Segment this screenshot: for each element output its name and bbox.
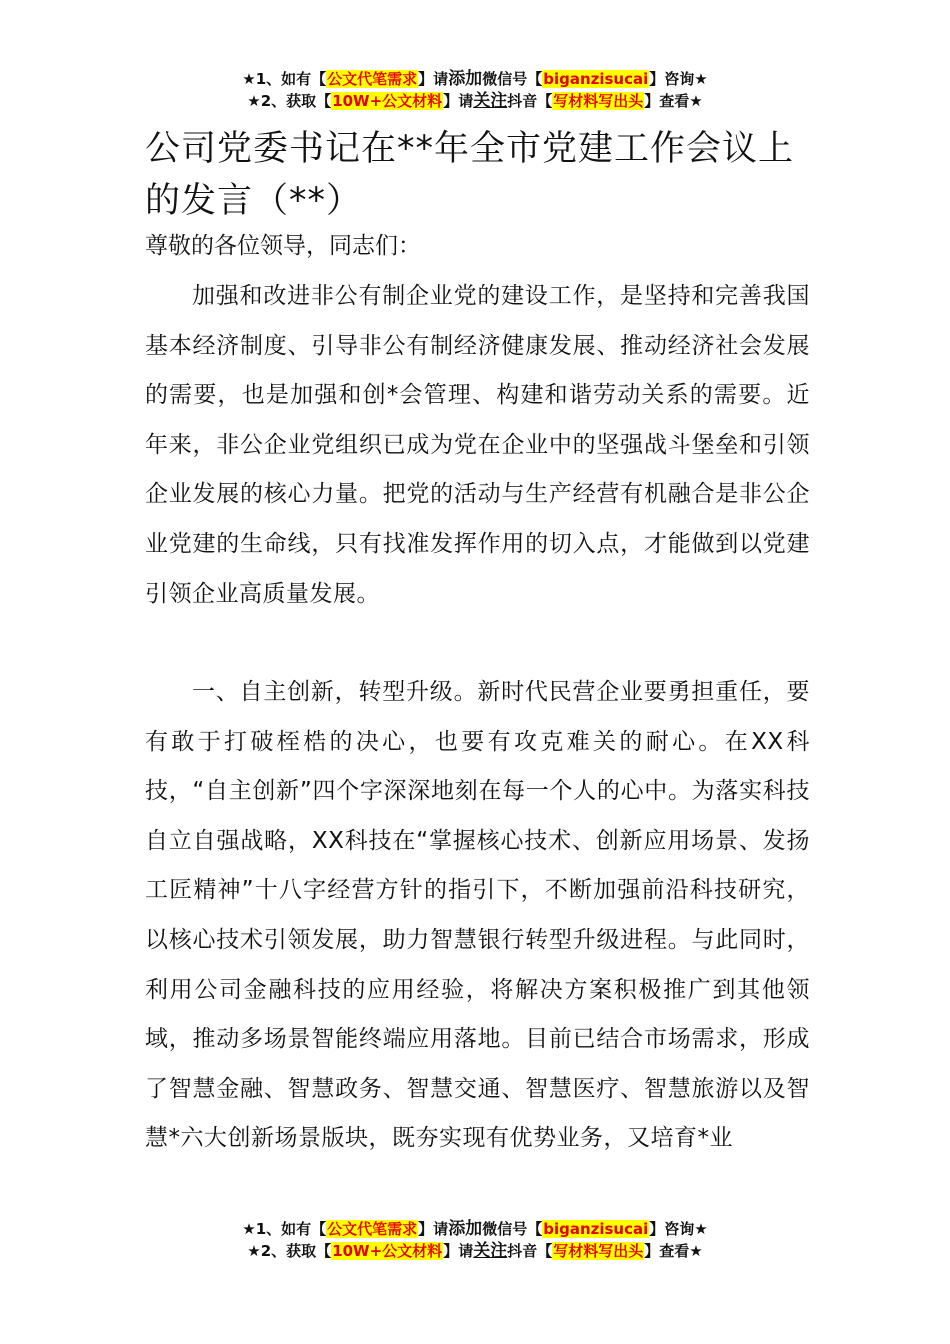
banner-text: ★2、获取【 <box>247 92 332 110</box>
footer-banner <box>0 1218 950 1262</box>
banner-highlight: 10W+公文材料 <box>332 1242 443 1260</box>
banner-text: 】咨询★ <box>649 70 708 88</box>
salutation: 尊敬的各位领导，同志们： <box>145 233 421 259</box>
banner-highlight: 10W+公文材料 <box>332 92 443 110</box>
header-banner-line-1 <box>0 68 950 90</box>
banner-text: 微信号【 <box>482 1220 543 1238</box>
banner-text: ★1、如有【 <box>242 70 327 88</box>
header-banner <box>0 68 950 112</box>
banner-highlight: biganzisucai <box>543 1220 649 1238</box>
banner-text: 抖音【 <box>507 1242 553 1260</box>
banner-emphasis: 关注 <box>473 91 508 111</box>
banner-highlight: 公文代笔需求 <box>327 1220 418 1238</box>
footer-banner-line-1 <box>0 1218 950 1240</box>
banner-emphasis: 添加 <box>448 1219 483 1239</box>
banner-emphasis: 关注 <box>473 1241 508 1261</box>
banner-text: 】请 <box>418 70 449 88</box>
document-title: 公司党委书记在**年全市党建工作会议上的发言（**） <box>145 129 795 221</box>
banner-highlight: biganzisucai <box>543 70 649 88</box>
banner-highlight: 写材料写出头 <box>553 92 644 110</box>
banner-highlight: 写材料写出头 <box>553 1242 644 1260</box>
banner-emphasis: 添加 <box>448 69 483 89</box>
banner-text: 】咨询★ <box>649 1220 708 1238</box>
banner-text: 】请 <box>418 1220 449 1238</box>
header-banner-line-2 <box>0 90 950 112</box>
body-paragraph-2: 一、自主创新，转型升级。新时代民营企业要勇担重任，要有敢于打破桎梏的决心，也要有攻克难关的耐心。在XX科技，“自主创新”四个字深深地刻在每一个人的心中。为落实科技自立自强战略，XX科技在“掌握核心技术、创新应用场景、发扬工匠精神”十八字经营方针的指引下，不断加强前沿科技研究，以核心技术引领发展，助力智慧银行转型升级进程。与此同时，利用公司金融科技的应用经验，将解决方案积极推广到其他领域，推动多场景智能终端应用落地。目前已结合市场需求，形成了智慧金融、智慧政务、智慧交通、智慧医疗、智慧旅游以及智慧*六大创新场景版块，既夯实现有优势业务，又培育*业 <box>145 679 810 1152</box>
banner-text: ★1、如有【 <box>242 1220 327 1238</box>
footer-banner-line-2 <box>0 1240 950 1262</box>
banner-text: 】请 <box>443 92 474 110</box>
banner-text: 微信号【 <box>482 70 543 88</box>
banner-text: ★2、获取【 <box>247 1242 332 1260</box>
banner-text: 抖音【 <box>507 92 553 110</box>
banner-highlight: 公文代笔需求 <box>327 70 418 88</box>
body-paragraph-1: 加强和改进非公有制企业党的建设工作，是坚持和完善我国基本经济制度、引导非公有制经济健康发展、推动经济社会发展的需要，也是加强和创*会管理、构建和谐劳动关系的需要。近年来，非公企业党组织已成为党在企业中的坚强战斗堡垒和引领企业发展的核心力量。把党的活动与生产经营有机融合是非公企业党建的生命线，只有找准发挥作用的切入点，才能做到以党建引领企业高质量发展。 <box>145 283 810 607</box>
banner-text: 】请 <box>443 1242 474 1260</box>
banner-text: 】查看★ <box>644 92 703 110</box>
banner-text: 】查看★ <box>644 1242 703 1260</box>
